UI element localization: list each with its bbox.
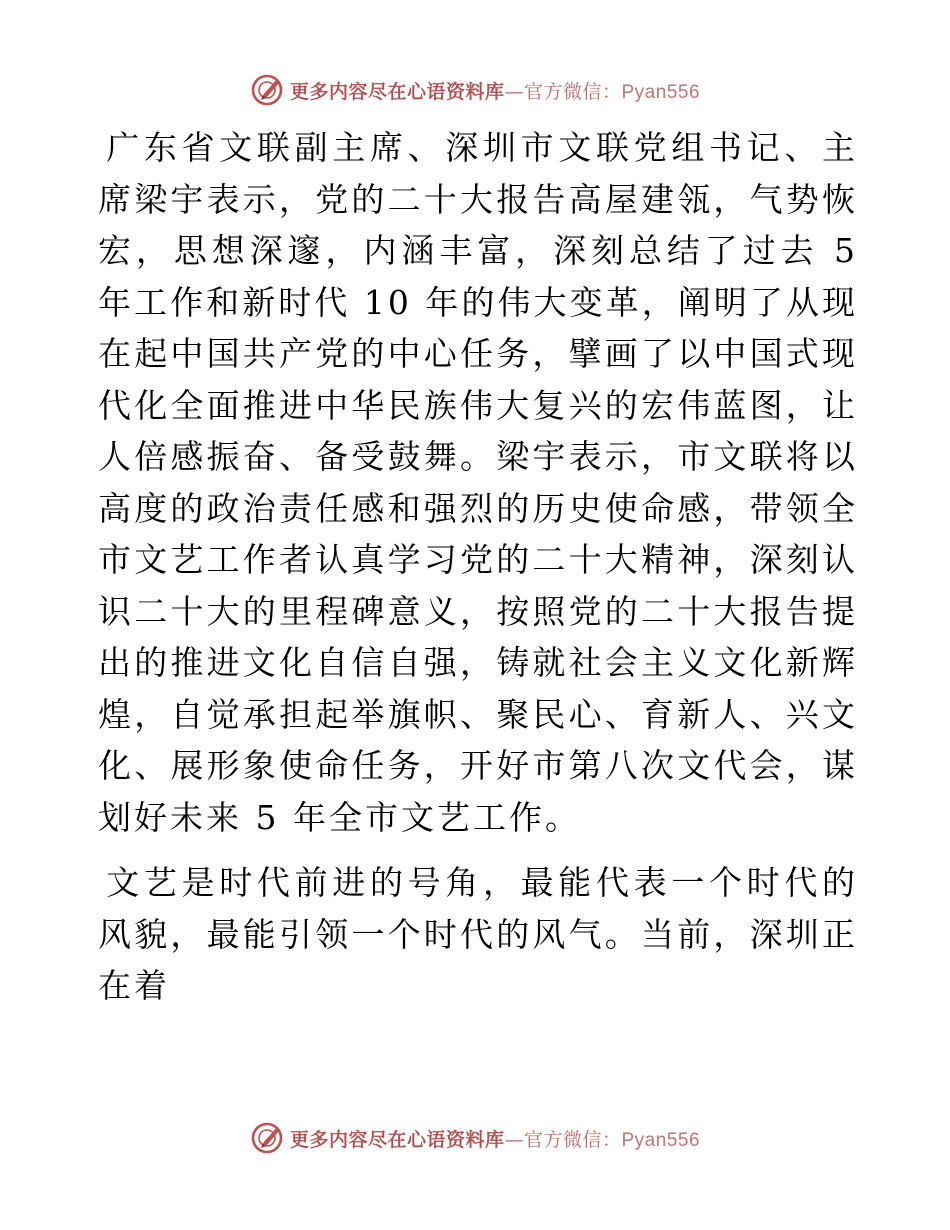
pen-logo-icon (250, 73, 284, 107)
header-separator: — (504, 80, 524, 103)
footer-wechat-label: 官方微信： (523, 1128, 622, 1151)
paragraph-2: 文艺是时代前进的号角，最能代表一个时代的风貌，最能引领一个时代的风气。当前，深圳正在着 (98, 863, 858, 1005)
footer-brand: 更多内容尽在心语资料库 (289, 1128, 505, 1151)
document-body (98, 122, 858, 1012)
footer-banner (0, 1118, 950, 1158)
header-banner (0, 70, 950, 110)
header-wechat-id: Pyan556 (621, 81, 701, 103)
header-text (290, 77, 700, 104)
header-wechat-label: 官方微信： (523, 80, 622, 103)
footer-wechat-id: Pyan556 (621, 1129, 701, 1151)
header-brand: 更多内容尽在心语资料库 (289, 80, 505, 103)
footer-text (290, 1125, 700, 1152)
paragraph-1: 广东省文联副主席、深圳市文联党组书记、主席梁宇表示，党的二十大报告高屋建瓴，气势恢宏，思想深邃，内涵丰富，深刻总结了过去 5 年工作和新时代 10 年的伟大变革，阐明了从现在起中国共产党的中心任务，擘画了以中国式现代化全面推进中华民族伟大复兴的宏伟蓝图，让人倍感振奋、备受鼓舞。梁宇表示，市文联将以高度的政治责任感和强烈的历史使命感，带领全市文艺工作者认真学习党的二十大精神，深刻认识二十大的里程碑意义，按照党的二十大报告提出的推进文化自信自强，铸就社会主义文化新辉煌，自觉承担起举旗帜、聚民心、育新人、兴文化、展形象使命任务，开好市第八次文代会，谋划好未来 5 年全市文艺工作。 (98, 128, 858, 837)
pen-logo-icon (250, 1121, 284, 1155)
footer-separator: — (504, 1128, 524, 1151)
